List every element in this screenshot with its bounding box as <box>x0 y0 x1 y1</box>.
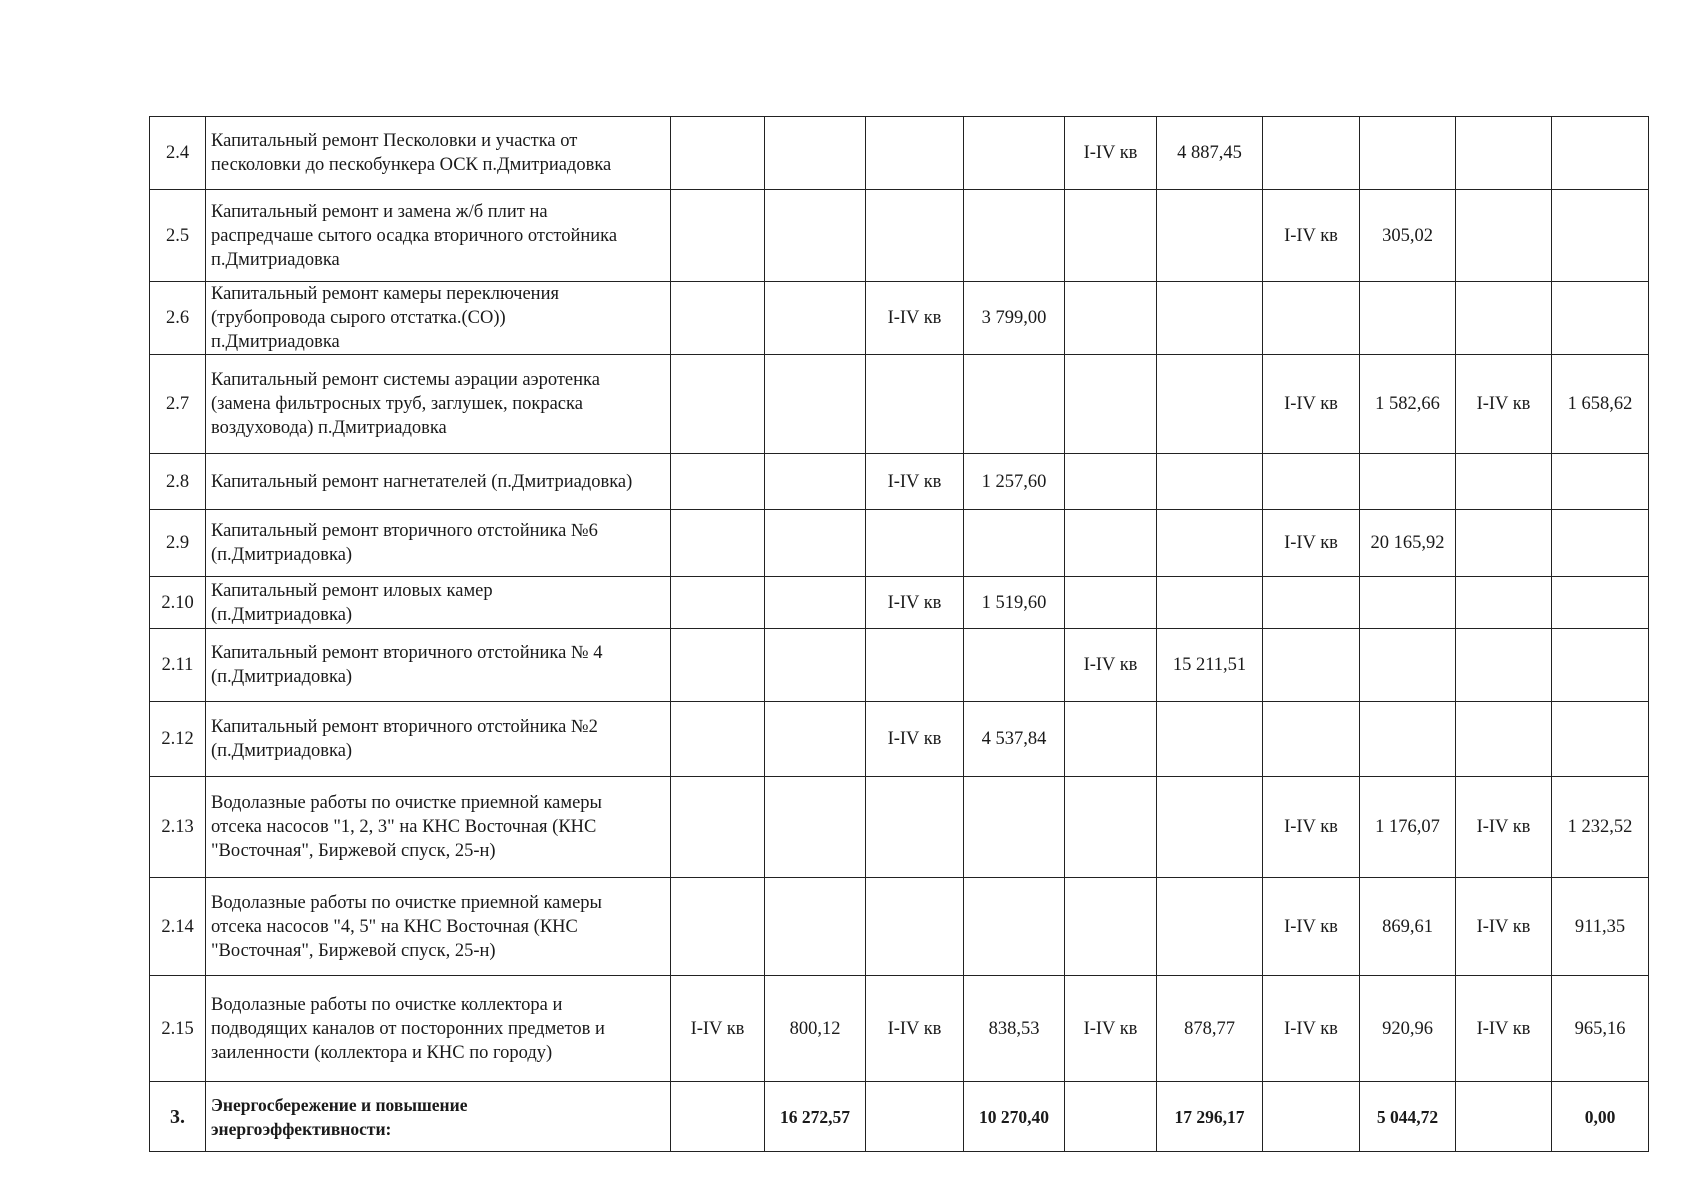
period-cell <box>671 454 765 510</box>
amount-cell <box>964 355 1065 454</box>
period-cell: I-IV кв <box>1456 976 1552 1082</box>
amount-cell <box>765 577 866 629</box>
amount-cell <box>1157 878 1263 976</box>
amount-cell <box>1552 510 1649 577</box>
period-cell: I-IV кв <box>866 976 964 1082</box>
description-line: (п.Дмитриадовка) <box>211 667 353 687</box>
row-number: 2.15 <box>150 976 206 1082</box>
work-description <box>206 777 671 878</box>
amount-cell: 911,35 <box>1552 878 1649 976</box>
work-description <box>206 510 671 577</box>
description-line: песколовки до пескобункера ОСК п.Дмитриадовка <box>211 155 612 175</box>
row-number: 3. <box>150 1082 206 1152</box>
amount-cell <box>765 117 866 190</box>
period-cell <box>866 355 964 454</box>
period-cell <box>1065 702 1157 777</box>
description-line: (трубопровода сырого отстатка.(СО)) <box>211 308 506 328</box>
amount-cell: 838,53 <box>964 976 1065 1082</box>
period-cell <box>671 702 765 777</box>
period-cell <box>671 355 765 454</box>
period-cell <box>1263 282 1360 355</box>
period-cell <box>866 878 964 976</box>
row-number: 2.4 <box>150 117 206 190</box>
description-line: Водолазные работы по очистке приемной камеры <box>211 793 602 813</box>
row-number: 2.9 <box>150 510 206 577</box>
amount-cell <box>1552 702 1649 777</box>
period-cell <box>1263 454 1360 510</box>
period-cell: I-IV кв <box>1263 510 1360 577</box>
row-number: 2.10 <box>150 577 206 629</box>
description-line: Капитальный ремонт нагнетателей (п.Дмитриадовка) <box>211 471 633 492</box>
row-number: 2.13 <box>150 777 206 878</box>
amount-cell <box>1552 117 1649 190</box>
description-line: (п.Дмитриадовка) <box>211 545 353 565</box>
description-line: Капитальный ремонт вторичного отстойника №2 <box>211 717 598 737</box>
description-line: Капитальный ремонт системы аэрации аэротенка <box>211 370 600 390</box>
table-row <box>150 355 1649 454</box>
work-description <box>206 702 671 777</box>
period-cell: I-IV кв <box>1456 355 1552 454</box>
work-description <box>206 1082 671 1152</box>
period-cell <box>671 629 765 702</box>
period-cell <box>1456 577 1552 629</box>
amount-cell: 1 176,07 <box>1360 777 1456 878</box>
period-cell <box>1263 702 1360 777</box>
amount-cell: 1 519,60 <box>964 577 1065 629</box>
period-cell <box>1263 629 1360 702</box>
description-line: распредчаше сытого осадка вторичного отстойника <box>211 225 618 246</box>
description-line: Капитальный ремонт камеры переключения <box>211 284 559 304</box>
period-cell <box>866 190 964 282</box>
period-cell: I-IV кв <box>1065 629 1157 702</box>
period-cell <box>671 117 765 190</box>
period-cell: I-IV кв <box>671 976 765 1082</box>
work-description <box>206 190 671 282</box>
row-number: 2.12 <box>150 702 206 777</box>
amount-cell <box>964 117 1065 190</box>
period-cell <box>671 510 765 577</box>
total-amount-cell: 5 044,72 <box>1360 1082 1456 1152</box>
table-row <box>150 878 1649 976</box>
period-cell <box>1456 702 1552 777</box>
amount-cell <box>765 454 866 510</box>
period-cell <box>866 777 964 878</box>
amount-cell <box>765 702 866 777</box>
table-row <box>150 702 1649 777</box>
period-cell <box>866 117 964 190</box>
investment-program-table <box>149 116 1649 1152</box>
period-cell: I-IV кв <box>1263 355 1360 454</box>
amount-cell <box>765 878 866 976</box>
amount-cell: 800,12 <box>765 976 866 1082</box>
work-description <box>206 629 671 702</box>
description-line: Водолазные работы по очистке коллектора и <box>211 994 563 1015</box>
amount-cell <box>964 629 1065 702</box>
work-description <box>206 976 671 1082</box>
total-amount-cell: 0,00 <box>1552 1082 1649 1152</box>
amount-cell: 4 537,84 <box>964 702 1065 777</box>
period-cell: I-IV кв <box>1263 777 1360 878</box>
row-number: 2.8 <box>150 454 206 510</box>
amount-cell <box>1157 702 1263 777</box>
description-line: Энергосбережение и повышение <box>211 1094 468 1115</box>
amount-cell: 1 257,60 <box>964 454 1065 510</box>
description-line: Капитальный ремонт Песколовки и участка от <box>211 131 578 151</box>
amount-cell: 1 232,52 <box>1552 777 1649 878</box>
description-line: отсека насосов "4, 5" на КНС Восточная (КНС <box>211 916 578 937</box>
amount-cell <box>1360 117 1456 190</box>
table-row <box>150 976 1649 1082</box>
period-cell <box>1263 117 1360 190</box>
amount-cell <box>765 629 866 702</box>
period-cell <box>671 282 765 355</box>
total-amount-cell: 10 270,40 <box>964 1082 1065 1152</box>
table-row <box>150 190 1649 282</box>
period-cell <box>866 629 964 702</box>
amount-cell <box>765 510 866 577</box>
work-description <box>206 282 671 355</box>
description-line: Капитальный ремонт вторичного отстойника №6 <box>211 521 598 541</box>
period-cell <box>1456 282 1552 355</box>
period-cell <box>1065 190 1157 282</box>
period-cell <box>1263 577 1360 629</box>
amount-cell: 869,61 <box>1360 878 1456 976</box>
description-line: отсека насосов "1, 2, 3" на КНС Восточная (КНС <box>211 817 597 837</box>
period-cell <box>1065 355 1157 454</box>
amount-cell: 3 799,00 <box>964 282 1065 355</box>
period-cell <box>1456 454 1552 510</box>
amount-cell <box>1552 577 1649 629</box>
description-line: "Восточная", Биржевой спуск, 25-н) <box>211 841 496 861</box>
period-cell <box>1456 117 1552 190</box>
table-body <box>150 117 1649 1152</box>
period-cell <box>1065 454 1157 510</box>
period-cell: I-IV кв <box>866 454 964 510</box>
description-line: Водолазные работы по очистке приемной камеры <box>211 892 602 913</box>
amount-cell <box>1552 454 1649 510</box>
period-cell <box>671 190 765 282</box>
period-cell: I-IV кв <box>1456 878 1552 976</box>
description-line: (замена фильтросных труб, заглушек, покраска <box>211 394 583 414</box>
work-description <box>206 117 671 190</box>
period-cell <box>1065 282 1157 355</box>
table-row <box>150 117 1649 190</box>
amount-cell <box>1157 777 1263 878</box>
period-cell <box>1456 510 1552 577</box>
description-line: (п.Дмитриадовка) <box>211 741 353 761</box>
period-cell: I-IV кв <box>866 282 964 355</box>
period-cell <box>1456 190 1552 282</box>
total-row <box>150 1082 1649 1152</box>
amount-cell <box>1552 282 1649 355</box>
description-line: Капитальный ремонт иловых камер <box>211 580 493 601</box>
amount-cell: 920,96 <box>1360 976 1456 1082</box>
period-cell <box>671 577 765 629</box>
amount-cell <box>1552 190 1649 282</box>
period-cell: I-IV кв <box>1263 878 1360 976</box>
table-row <box>150 577 1649 629</box>
period-cell <box>1065 777 1157 878</box>
period-cell: I-IV кв <box>1263 976 1360 1082</box>
row-number: 2.14 <box>150 878 206 976</box>
table-row <box>150 629 1649 702</box>
period-cell <box>671 878 765 976</box>
amount-cell <box>1157 454 1263 510</box>
amount-cell <box>964 878 1065 976</box>
amount-cell <box>1157 577 1263 629</box>
amount-cell: 1 582,66 <box>1360 355 1456 454</box>
amount-cell <box>765 355 866 454</box>
table-row <box>150 510 1649 577</box>
period-cell: I-IV кв <box>1456 777 1552 878</box>
work-description <box>206 355 671 454</box>
work-description <box>206 878 671 976</box>
period-cell <box>1065 878 1157 976</box>
description-line: заиленности (коллектора и КНС по городу) <box>211 1042 553 1063</box>
period-cell <box>1456 629 1552 702</box>
period-cell: I-IV кв <box>1065 976 1157 1082</box>
amount-cell <box>1157 190 1263 282</box>
period-cell <box>1456 1082 1552 1152</box>
description-line: энергоэффективности: <box>211 1118 392 1139</box>
description-line: п.Дмитриадовка <box>211 249 340 270</box>
period-cell: I-IV кв <box>1263 190 1360 282</box>
period-cell <box>866 510 964 577</box>
amount-cell: 305,02 <box>1360 190 1456 282</box>
total-amount-cell: 17 296,17 <box>1157 1082 1263 1152</box>
amount-cell <box>1157 282 1263 355</box>
period-cell <box>1065 1082 1157 1152</box>
amount-cell <box>964 190 1065 282</box>
period-cell <box>1065 510 1157 577</box>
table-row <box>150 454 1649 510</box>
row-number: 2.5 <box>150 190 206 282</box>
description-line: п.Дмитриадовка <box>211 332 340 352</box>
work-description <box>206 454 671 510</box>
amount-cell: 1 658,62 <box>1552 355 1649 454</box>
description-line: Капитальный ремонт вторичного отстойника № 4 <box>211 643 603 663</box>
amount-cell <box>1360 454 1456 510</box>
table-row <box>150 777 1649 878</box>
row-number: 2.11 <box>150 629 206 702</box>
description-line: подводящих каналов от посторонних предметов и <box>211 1018 605 1039</box>
amount-cell <box>1157 510 1263 577</box>
period-cell: I-IV кв <box>866 702 964 777</box>
period-cell <box>671 777 765 878</box>
amount-cell <box>1157 355 1263 454</box>
row-number: 2.6 <box>150 282 206 355</box>
amount-cell <box>1360 577 1456 629</box>
period-cell <box>1263 1082 1360 1152</box>
description-line: "Восточная", Биржевой спуск, 25-н) <box>211 940 496 961</box>
amount-cell: 20 165,92 <box>1360 510 1456 577</box>
amount-cell <box>1360 629 1456 702</box>
amount-cell: 878,77 <box>1157 976 1263 1082</box>
period-cell <box>866 1082 964 1152</box>
amount-cell <box>765 190 866 282</box>
table-row <box>150 282 1649 355</box>
description-line: воздуховода) п.Дмитриадовка <box>211 418 447 438</box>
amount-cell <box>1360 702 1456 777</box>
amount-cell <box>964 777 1065 878</box>
amount-cell <box>765 282 866 355</box>
total-amount-cell: 16 272,57 <box>765 1082 866 1152</box>
amount-cell <box>765 777 866 878</box>
amount-cell <box>1360 282 1456 355</box>
amount-cell: 965,16 <box>1552 976 1649 1082</box>
amount-cell <box>1552 629 1649 702</box>
amount-cell: 15 211,51 <box>1157 629 1263 702</box>
description-line: (п.Дмитриадовка) <box>211 604 353 625</box>
amount-cell <box>964 510 1065 577</box>
description-line: Капитальный ремонт и замена ж/б плит на <box>211 201 548 222</box>
period-cell: I-IV кв <box>866 577 964 629</box>
amount-cell: 4 887,45 <box>1157 117 1263 190</box>
work-description <box>206 577 671 629</box>
period-cell: I-IV кв <box>1065 117 1157 190</box>
period-cell <box>1065 577 1157 629</box>
period-cell <box>671 1082 765 1152</box>
row-number: 2.7 <box>150 355 206 454</box>
